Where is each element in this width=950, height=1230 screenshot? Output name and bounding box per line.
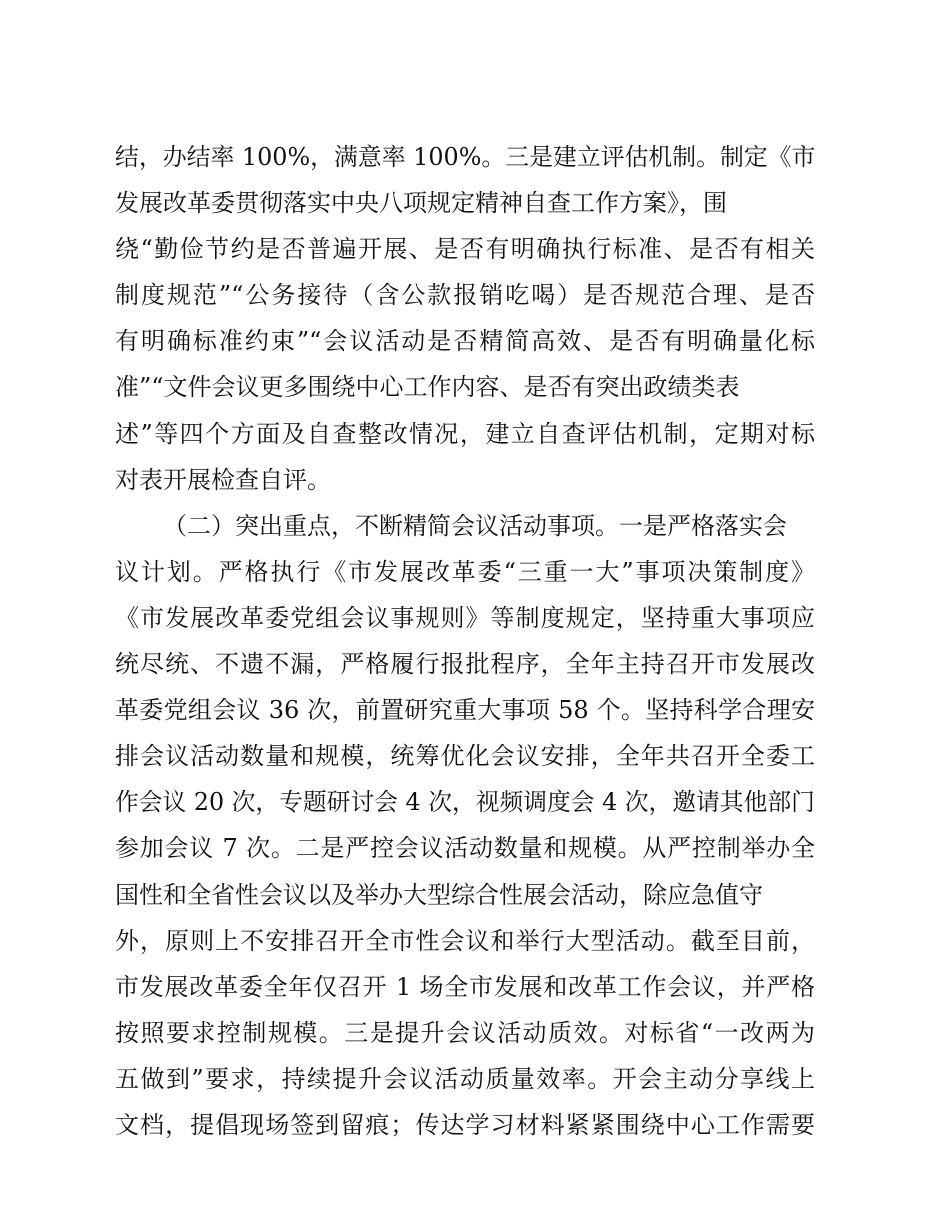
text-line: 准”“文件会议更多围绕中心工作内容、是否有突出政绩类表	[115, 373, 740, 402]
text-line: 发展改革委贯彻落实中央八项规定精神自查工作方案》，围	[115, 189, 727, 218]
text-line: 结，办结率 100%，满意率 100%。三是建立评估机制。制定《市	[115, 143, 815, 171]
text-line: 革委党组会议 36 次，前置研究重大事项 58 个。坚持科学合理安	[115, 696, 815, 725]
text-line: 参加会议 7 次。二是严控会议活动数量和规模。从严控制举办全	[115, 834, 815, 863]
text-line: 五做到”要求，持续提升会议活动质量效率。开会主动分享线上	[115, 1064, 815, 1093]
text-line: 按照要求控制规模。三是提升会议活动质效。对标省“一改两为	[115, 1018, 815, 1047]
text-line: 述”等四个方面及自查整改情况，建立自查评估机制，定期对标	[115, 419, 815, 448]
text-line: 绕“勤俭节约是否普遍开展、是否有明确执行标准、是否有相关	[115, 235, 815, 264]
text-line: 国性和全省性会议以及举办大型综合性展会活动，除应急值守	[115, 880, 763, 909]
text-line: 有明确标准约束”“会议活动是否精简高效、是否有明确量化标	[115, 327, 815, 356]
text-line: 外，原则上不安排召开全市性会议和举行大型活动。截至目前，	[115, 926, 815, 955]
text-line: 市发展改革委全年仅召开 1 场全市发展和改革工作会议，并严格	[115, 972, 815, 1001]
text-line: 对表开展检查自评。	[115, 465, 331, 494]
section-heading-line: （二）突出重点，不断精简会议活动事项。一是严格落实会	[163, 511, 787, 540]
text-line: 《市发展改革委党组会议事规则》等制度规定，坚持重大事项应	[115, 603, 815, 632]
text-line: 排会议活动数量和规模，统筹优化会议安排，全年共召开全委工	[115, 742, 815, 771]
text-line: 议计划。严格执行《市发展改革委“三重一大”事项决策制度》	[115, 557, 815, 586]
body-text	[115, 134, 815, 1148]
text-line: 制度规范”“公务接待（含公款报销吃喝）是否规范合理、是否	[115, 281, 815, 310]
text-line: 作会议 20 次，专题研讨会 4 次，视频调度会 4 次，邀请其他部门	[115, 788, 815, 817]
text-line: 统尽统、不遗不漏，严格履行报批程序，全年主持召开市发展改	[115, 650, 815, 679]
text-line: 文档，提倡现场签到留痕；传达学习材料紧紧围绕中心工作需要	[115, 1110, 815, 1139]
